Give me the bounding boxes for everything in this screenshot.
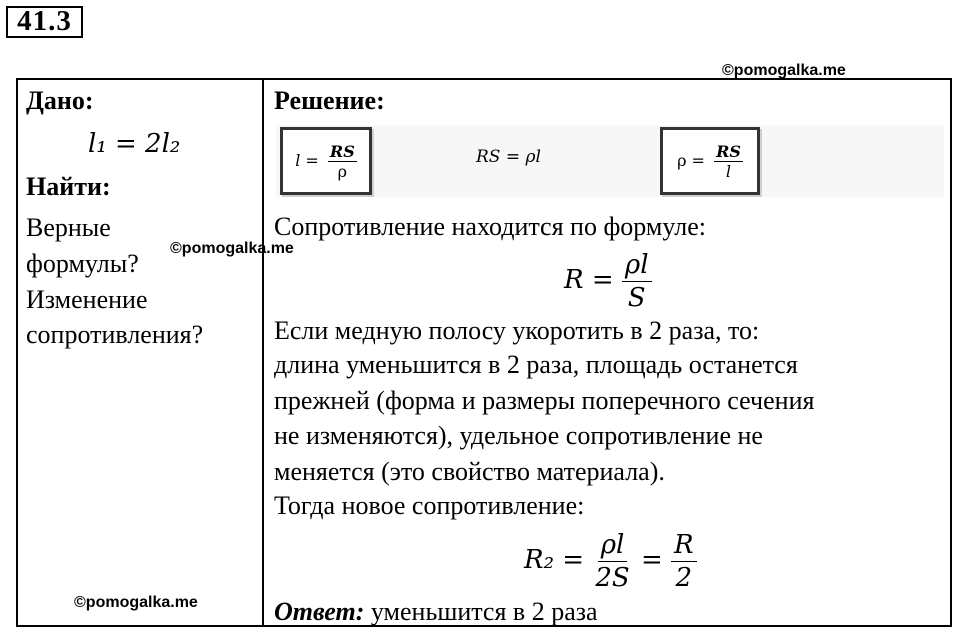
main-formula: R = $\frac{\rho l}{S}$ <box>564 247 652 314</box>
paragraph-line: Тогда новое сопротивление: <box>274 491 585 520</box>
formula-box-length <box>280 127 372 195</box>
paragraph-line: прежней (форма и размеры поперечного сечения <box>274 386 815 415</box>
given-heading: Дано: <box>26 86 94 115</box>
formula-box-resistivity <box>660 127 760 195</box>
formula-numerator: RS <box>716 141 741 161</box>
given-formula: l₁ = 2l₂ <box>88 129 181 159</box>
solution-heading: Решение: <box>274 86 385 115</box>
formula-denominator: ρ <box>337 161 348 181</box>
watermark: ©pomogalka.me <box>170 240 294 257</box>
find-line: формулы? <box>26 249 139 278</box>
find-heading: Найти: <box>26 172 111 201</box>
formula-text: l = <box>295 150 319 170</box>
formula-rs: RS = ρl <box>476 147 541 167</box>
answer-label: Ответ: <box>274 597 365 626</box>
column-divider <box>262 78 264 627</box>
find-line: сопротивления? <box>26 320 204 349</box>
answer-text: уменьшится в 2 раза <box>370 597 598 626</box>
find-line: Верные <box>26 213 111 242</box>
formula-denominator: l <box>725 161 732 181</box>
watermark: ©pomogalka.me <box>74 594 198 611</box>
paragraph-line: не изменяются), удельное сопротивление не <box>274 421 763 450</box>
paragraph-line: меняется (это свойство материала). <box>274 457 665 486</box>
paragraph-line: длина уменьшится в 2 раза, площадь останется <box>274 350 798 379</box>
intro-text: Сопротивление находится по формуле: <box>274 212 706 241</box>
watermark: ©pomogalka.me <box>722 62 846 79</box>
problem-number: 41.3 <box>6 6 83 38</box>
formula-numerator: RS <box>329 141 355 161</box>
formula-strip <box>276 125 944 197</box>
find-line: Изменение <box>26 285 148 314</box>
formula-text: ρ = <box>677 150 705 170</box>
paragraph-line: Если медную полосу укоротить в 2 раза, то: <box>274 316 760 345</box>
answer-line <box>274 595 598 628</box>
new-resistance-formula: R₂ = $\frac{\rho l}{2S}$ = $\frac{R}{2}$ <box>524 527 697 594</box>
